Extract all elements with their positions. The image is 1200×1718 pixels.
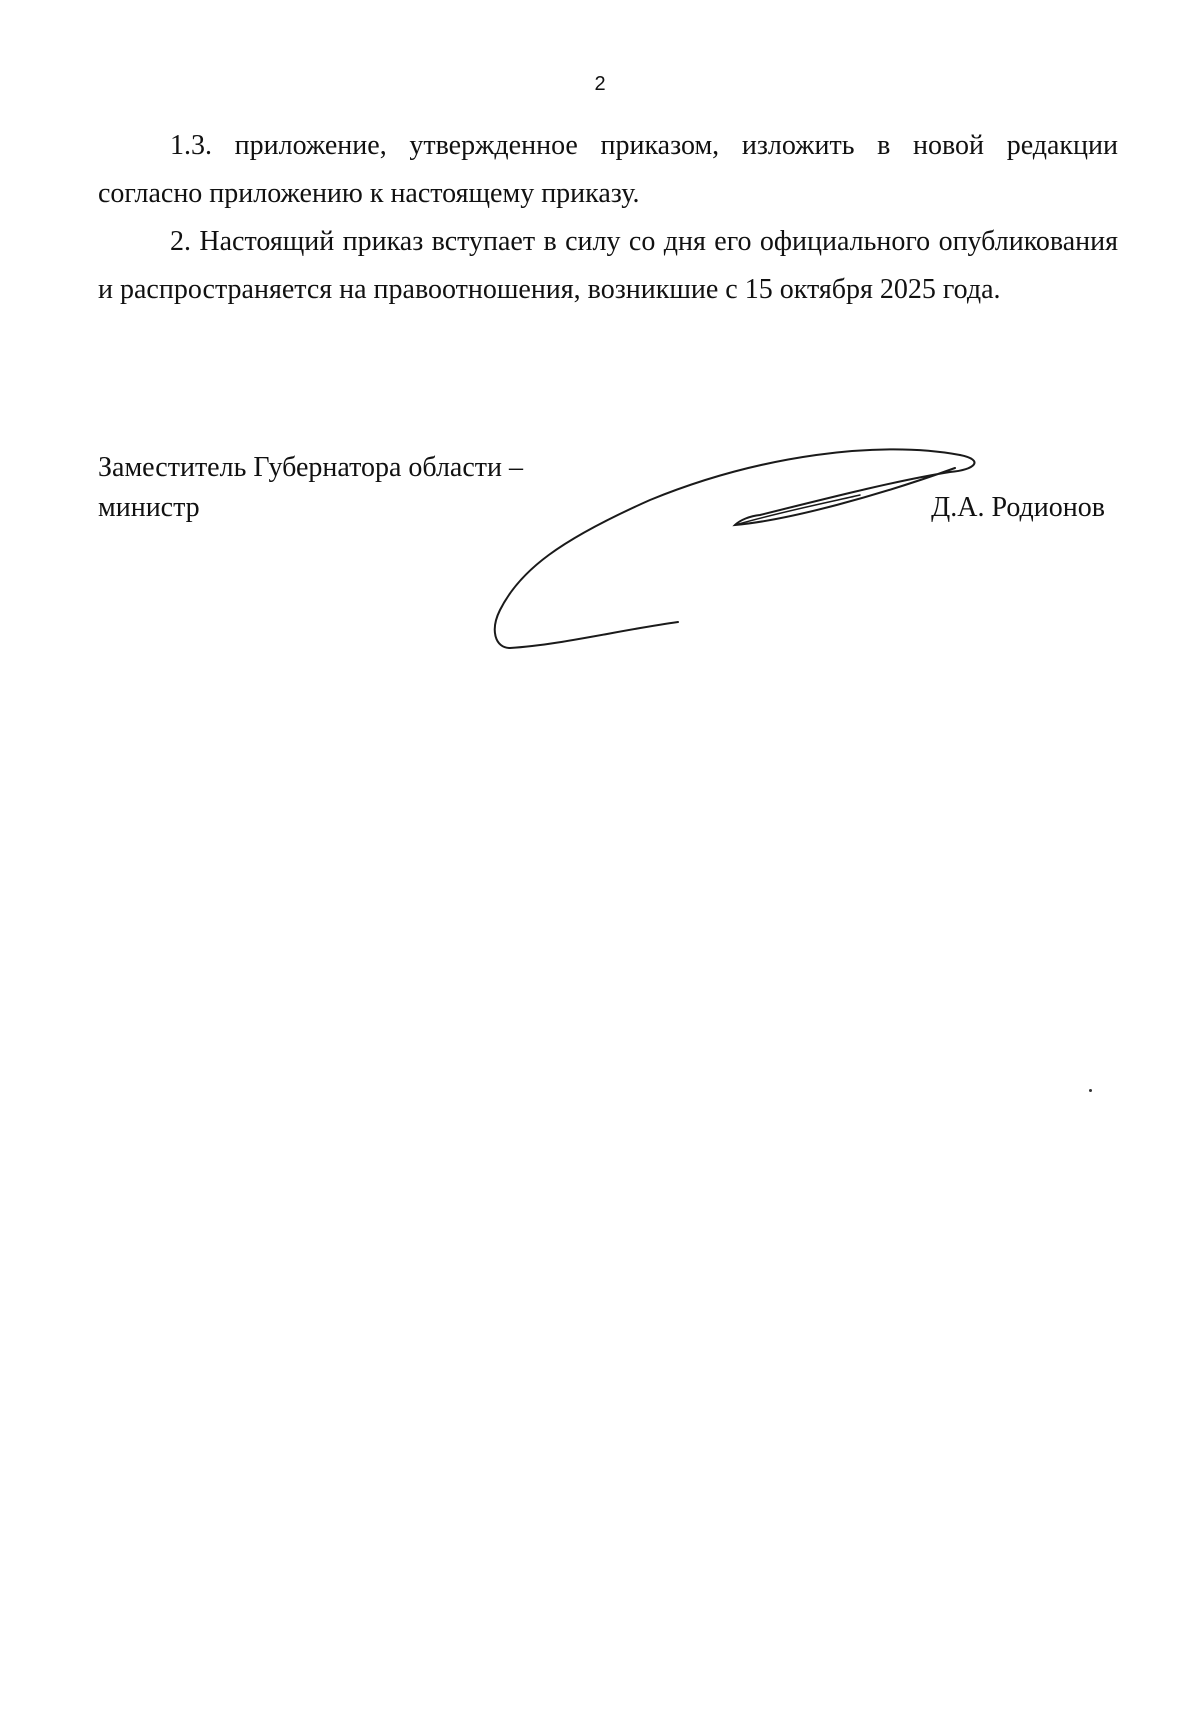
paragraph-2: 2. Настоящий приказ вступает в силу со дня его официального опубликования и распространяется на правоотношения, возникшие с 15 октября 2025 года.	[98, 226, 1118, 305]
signer-name: Д.А. Родионов	[931, 492, 1105, 523]
scan-speck	[1089, 1089, 1092, 1092]
signer-title-line-2: министр	[98, 492, 200, 523]
signer-title-line-1: Заместитель Губернатора области –	[98, 452, 523, 483]
page-number: 2	[594, 73, 606, 95]
signer-title	[98, 448, 523, 528]
document-body	[98, 122, 1118, 314]
signature-block	[98, 448, 1118, 668]
paragraph-1-3: 1.3. приложение, утвержденное приказом, изложить в новой редакции согласно приложению к настоящему приказу.	[98, 130, 1118, 209]
